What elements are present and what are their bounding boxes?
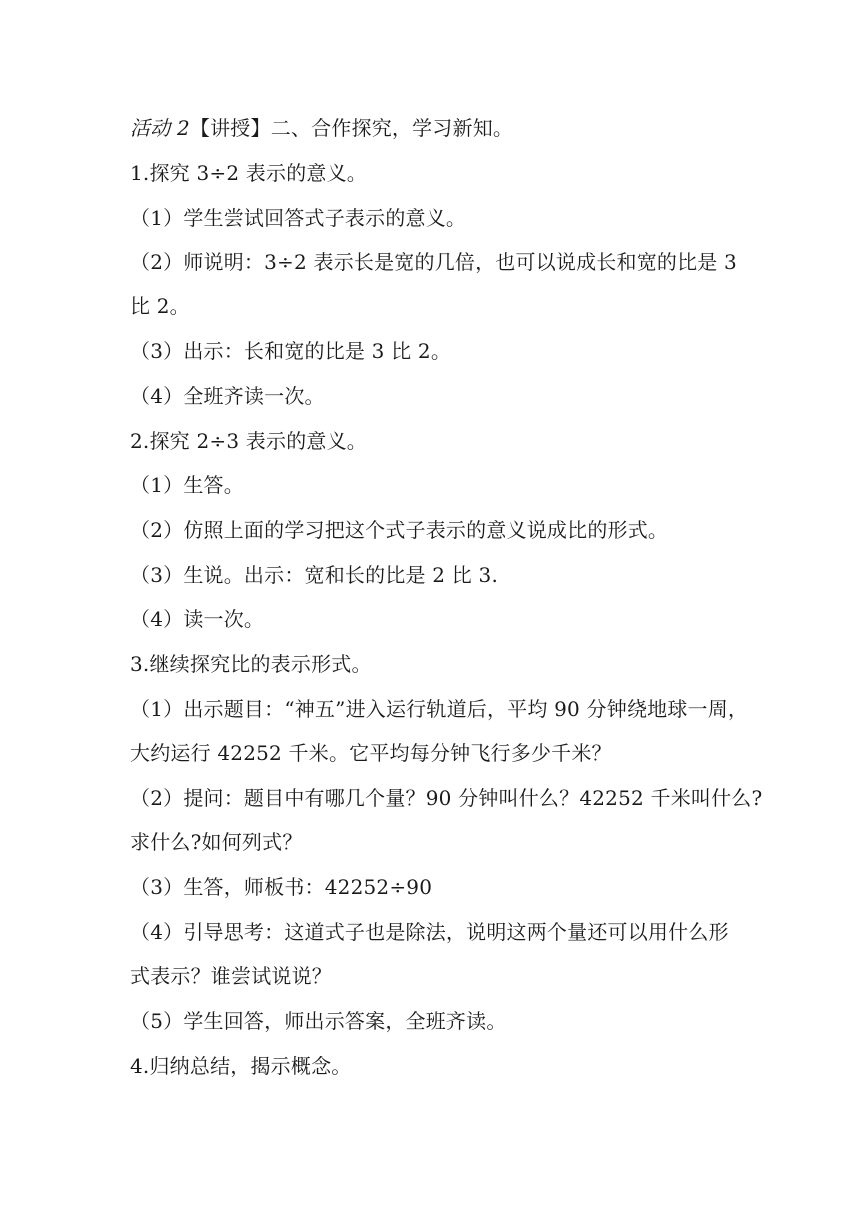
activity-heading (130, 116, 513, 140)
activity-label: 活动 2 (130, 116, 190, 140)
paragraph-line: （1）学生尝试回答式子表示的意义。 (130, 206, 467, 230)
paragraph-line: （4）全班齐读一次。 (130, 384, 325, 408)
paragraph-line: （4）引导思考：这道式子也是除法，说明这两个量还可以用什么形 (130, 920, 729, 944)
paragraph-line: （4）读一次。 (130, 607, 265, 631)
paragraph-line: 式表示？谁尝试说说？ (130, 964, 332, 988)
paragraph-line: 大约运行 42252 千米。它平均每分钟飞行多少千米？ (130, 741, 612, 765)
section-heading-4: 4.归纳总结，揭示概念。 (130, 1054, 352, 1078)
paragraph-line: （5）学生回答，师出示答案，全班齐读。 (130, 1009, 507, 1033)
paragraph-line: （1）生答。 (130, 473, 244, 497)
section-heading-1: 1.探究 3÷2 表示的意义。 (130, 161, 368, 185)
activity-title: 【讲授】二、合作探究，学习新知。 (189, 116, 514, 140)
paragraph-line: 求什么?如何列式？ (130, 830, 303, 854)
paragraph-line: （2）师说明：3÷2 表示长是宽的几倍，也可以说成长和宽的比是 3 (130, 250, 737, 274)
paragraph-line: （2）仿照上面的学习把这个式子表示的意义说成比的形式。 (130, 518, 669, 542)
paragraph-line: （2）提问：题目中有哪几个量？90 分钟叫什么？42252 千米叫什么? (130, 786, 763, 810)
paragraph-line: 比 2。 (130, 294, 190, 318)
paragraph-line: （3）出示：长和宽的比是 3 比 2。 (130, 339, 452, 363)
section-heading-2: 2.探究 2÷3 表示的意义。 (130, 429, 368, 453)
paragraph-line: （1）出示题目：“神五”进入运行轨道后，平均 90 分钟绕地球一周， (130, 697, 749, 721)
paragraph-line: （3）生说。出示：宽和长的比是 2 比 3. (130, 563, 499, 587)
paragraph-line: （3）生答，师板书：42252÷90 (130, 875, 433, 899)
section-heading-3: 3.继续探究比的表示形式。 (130, 652, 372, 676)
